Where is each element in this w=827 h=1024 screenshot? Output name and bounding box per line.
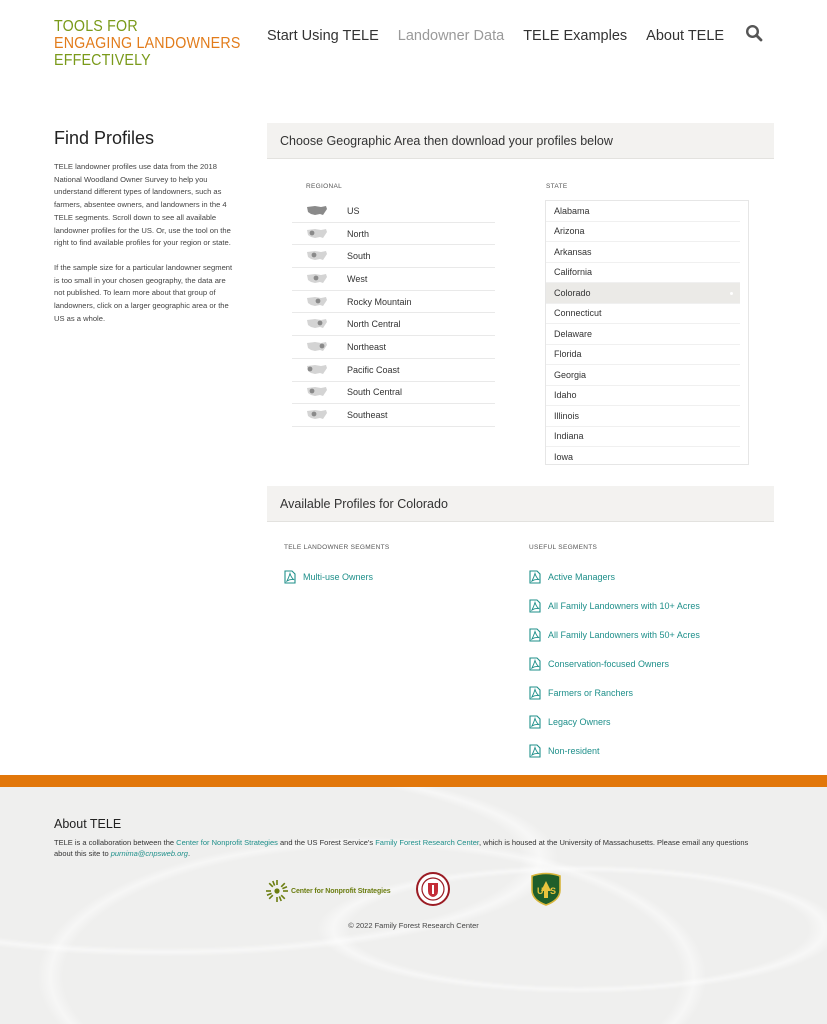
- state-option[interactable]: Illinois: [546, 406, 740, 427]
- sidebar-intro: TELE landowner profiles use data from the 2018 National Woodland Owner Survey to help you understand different types of landowners, such as farmers, absentee owners, and landowners in the 4 TELE segments. Scroll down to see all available landowner profiles for the US. Or, use the tool on the right to find available profiles for your region or state.: [54, 162, 231, 248]
- state-option[interactable]: Connecticut: [546, 304, 740, 325]
- logo-line-1: TOOLS FOR: [54, 18, 138, 35]
- region-item[interactable]: [292, 382, 495, 405]
- region-label: Pacific Coast: [347, 364, 400, 375]
- profile-label: Farmers or Ranchers: [548, 687, 634, 698]
- copyright: © 2022 Family Forest Research Center: [348, 921, 479, 930]
- useful-segments-label: USEFUL SEGMENTS: [529, 544, 598, 551]
- pdf-icon: [529, 570, 541, 584]
- profile-download-link[interactable]: [529, 678, 700, 707]
- region-item[interactable]: [292, 200, 495, 223]
- us-map-icon: [306, 296, 328, 308]
- logo-line-3: EFFECTIVELY: [54, 52, 151, 69]
- umass-seal-icon[interactable]: [416, 872, 450, 906]
- cns-link[interactable]: Center for Nonprofit Strategies: [176, 838, 278, 847]
- nav-about-tele[interactable]: About TELE: [646, 28, 725, 44]
- region-label: Rocky Mountain: [347, 296, 412, 307]
- sunburst-icon: [265, 879, 289, 903]
- regional-label: REGIONAL: [306, 183, 342, 190]
- state-list[interactable]: [545, 200, 749, 465]
- region-label: Southeast: [347, 410, 388, 421]
- us-map-icon: [306, 341, 328, 353]
- pdf-icon: [529, 744, 541, 758]
- profile-label: All Family Landowners with 10+ Acres: [548, 600, 700, 611]
- state-option[interactable]: Florida: [546, 345, 740, 366]
- geo-panel-title: Choose Geographic Area then download your profiles below: [280, 133, 613, 148]
- profile-download-link[interactable]: [284, 562, 373, 591]
- region-label: US: [347, 205, 360, 216]
- state-option[interactable]: Colorado: [546, 283, 740, 304]
- email-link[interactable]: purnima@cnpsweb.org: [110, 848, 188, 858]
- sidebar: [54, 128, 234, 337]
- footer-text-part: and the US Forest Service's: [277, 838, 376, 847]
- us-map-icon: [306, 409, 328, 421]
- region-label: West: [347, 273, 368, 284]
- profile-download-link[interactable]: [529, 736, 700, 765]
- region-item[interactable]: [292, 268, 495, 291]
- profile-label: Legacy Owners: [548, 716, 611, 727]
- state-option[interactable]: California: [546, 263, 740, 284]
- profile-download-link[interactable]: [529, 591, 700, 620]
- state-option[interactable]: Iowa: [546, 447, 740, 465]
- pdf-icon: [529, 715, 541, 729]
- ffrc-link[interactable]: Family Forest Research Center: [375, 838, 479, 847]
- us-map-icon: [306, 318, 328, 330]
- pdf-icon: [529, 628, 541, 642]
- useful-profile-list: [529, 562, 700, 765]
- footer-text-part: .: [187, 848, 191, 858]
- region-label: North Central: [347, 319, 401, 330]
- region-item[interactable]: [292, 291, 495, 314]
- region-item[interactable]: [292, 245, 495, 268]
- footer-text: [54, 838, 764, 859]
- footer-text-part: , which is housed at the University of Massachusetts. Please email any questions about this site to: [54, 838, 749, 858]
- pdf-icon: [529, 657, 541, 671]
- nav-tele-examples[interactable]: TELE Examples: [523, 28, 628, 44]
- nav-start-using-tele[interactable]: Start Using TELE: [267, 28, 379, 44]
- state-label: STATE: [546, 183, 568, 190]
- state-option[interactable]: Arkansas: [546, 242, 740, 263]
- svg-text:U: U: [537, 886, 544, 896]
- region-label: South Central: [347, 387, 403, 398]
- us-map-icon: [306, 273, 328, 285]
- usfs-shield-icon[interactable]: [530, 872, 562, 906]
- region-item[interactable]: [292, 359, 495, 382]
- tele-profile-list: [284, 562, 373, 591]
- profile-label: Non-resident: [548, 745, 600, 756]
- footer-text-part: TELE is a collaboration between the: [54, 838, 177, 847]
- profile-download-link[interactable]: [529, 649, 700, 678]
- profile-download-link[interactable]: [529, 562, 700, 591]
- region-item[interactable]: [292, 336, 495, 359]
- profile-label: All Family Landowners with 50+ Acres: [548, 629, 700, 640]
- footer: [0, 787, 827, 1024]
- cns-logo-text: Center for Nonprofit Strategies: [291, 887, 391, 895]
- profile-label: Active Managers: [548, 571, 616, 582]
- main-nav: [267, 28, 763, 44]
- state-option[interactable]: Arizona: [546, 222, 740, 243]
- us-map-icon: [306, 228, 328, 240]
- profiles-panel-header: [267, 486, 774, 522]
- region-label: South: [347, 251, 371, 262]
- region-list: [292, 200, 495, 427]
- pdf-icon: [529, 686, 541, 700]
- region-label: North: [347, 228, 370, 239]
- us-map-icon: [306, 250, 328, 262]
- search-icon[interactable]: [745, 24, 763, 42]
- profile-label: Conservation-focused Owners: [548, 658, 670, 669]
- profiles-panel-title: Available Profiles for Colorado: [280, 496, 448, 511]
- region-item[interactable]: [292, 404, 495, 427]
- geo-panel-header: [267, 123, 774, 159]
- footer-divider: [0, 775, 827, 787]
- page-title: Find Profiles: [54, 128, 155, 148]
- us-map-icon: [306, 386, 328, 398]
- us-map-icon: [306, 364, 328, 376]
- state-option[interactable]: Alabama: [546, 201, 740, 222]
- profile-download-link[interactable]: [529, 620, 700, 649]
- cns-logo[interactable]: [265, 879, 391, 903]
- logo-line-2: ENGAGING LANDOWNERS: [54, 35, 241, 52]
- svg-text:S: S: [550, 886, 557, 896]
- nav-landowner-data[interactable]: Landowner Data: [397, 28, 505, 44]
- pdf-icon: [529, 599, 541, 613]
- us-map-icon: [306, 205, 328, 217]
- profile-download-link[interactable]: [529, 707, 700, 736]
- footer-title: About TELE: [54, 817, 122, 831]
- tele-segments-label: TELE LANDOWNER SEGMENTS: [284, 544, 390, 551]
- region-item[interactable]: [292, 223, 495, 246]
- region-label: Northeast: [347, 341, 387, 352]
- state-option[interactable]: Indiana: [546, 427, 740, 448]
- site-logo[interactable]: [54, 18, 257, 69]
- pdf-icon: [284, 570, 296, 584]
- state-option[interactable]: Delaware: [546, 324, 740, 345]
- region-item[interactable]: [292, 313, 495, 336]
- state-option[interactable]: Idaho: [546, 386, 740, 407]
- state-option[interactable]: Georgia: [546, 365, 740, 386]
- profile-label: Multi-use Owners: [303, 571, 374, 582]
- sidebar-note: If the sample size for a particular landowner segment is too small in your chosen geography, the data are not published. To learn more about that group of landowners, click on a larger geographic area or the US as a whole.: [54, 262, 233, 323]
